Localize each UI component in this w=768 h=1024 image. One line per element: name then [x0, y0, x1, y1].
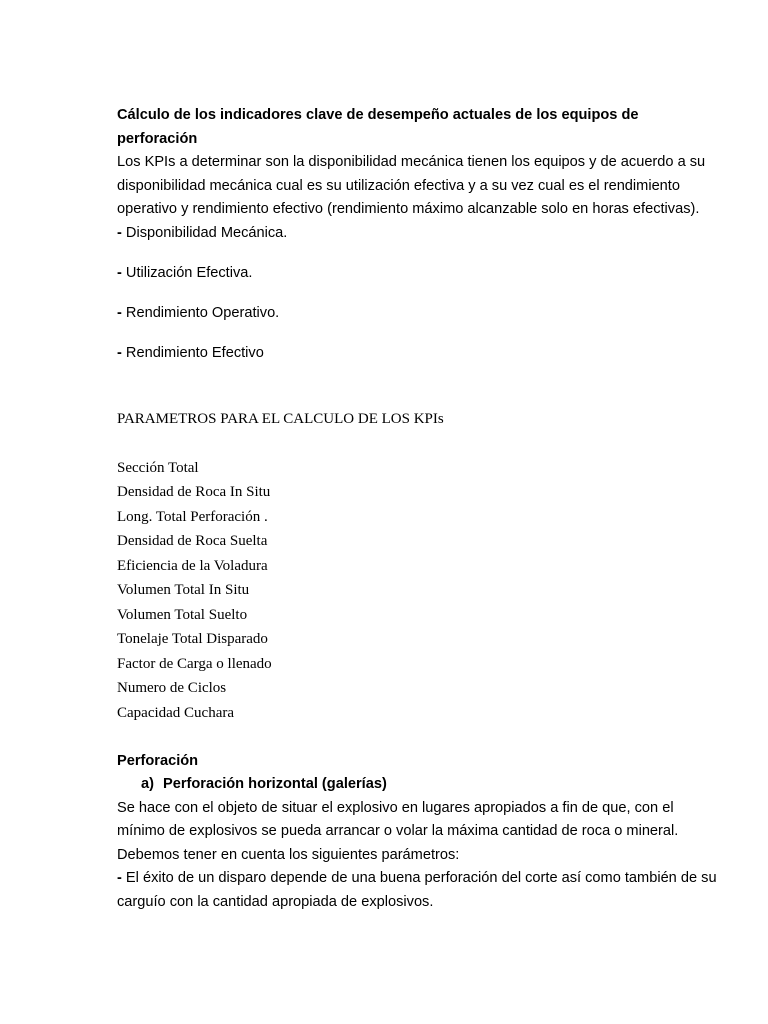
parameter-item: Densidad de Roca Suelta — [117, 533, 268, 549]
kpi-item — [117, 342, 717, 366]
parameters-section — [117, 407, 717, 725]
parameter-item: Sección Total — [117, 459, 199, 476]
kpi-label: Rendimiento Efectivo — [125, 344, 264, 361]
dash-marker: - — [117, 224, 126, 241]
parameter-item: Volumen Total In Situ — [117, 582, 250, 598]
parameter-item: Long. Total Perforación . — [117, 508, 268, 525]
kpi-label: Disponibilidad Mecánica. — [125, 224, 288, 241]
kpi-item — [117, 262, 717, 286]
subheading-label: Perforación horizontal (galerías) — [163, 776, 387, 792]
kpi-label: Rendimiento Operativo. — [125, 304, 280, 321]
intro-section — [117, 104, 717, 365]
parameters-list — [117, 456, 717, 726]
intro-paragraph: Los KPIs a determinar son la disponibilidad mecánica tienen los equipos y de acuerdo a su disponibilidad mecánica cual es su utilización efectiva y a su vez cual es el rendimiento operativo y rendimiento efectivo (rendimiento máximo alcanzable solo en horas efectivas). — [117, 154, 706, 217]
dash-marker: - — [117, 870, 126, 886]
document-page — [117, 104, 717, 914]
parameter-item: Eficiencia de la Voladura — [117, 557, 268, 574]
dash-marker: - — [117, 304, 126, 321]
perforacion-section — [117, 750, 717, 915]
parameter-item: Numero de Ciclos — [117, 680, 227, 696]
parameter-item: Capacidad Cuchara — [117, 704, 235, 721]
dash-marker: - — [117, 264, 126, 281]
perforacion-paragraph: Se hace con el objeto de situar el explosivo en lugares apropiados a fin de que, con el mínimo de explosivos se pueda arrancar o volar la máxima cantidad de roca o mineral. Debemos tener en cuenta los siguientes parámetros: — [117, 799, 679, 863]
parameter-item: Tonelaje Total Disparado — [117, 631, 268, 647]
intro-heading: Cálculo de los indicadores clave de desempeño actuales de los equipos de perforación — [117, 107, 639, 147]
perforacion-heading: Perforación — [117, 752, 199, 769]
parameter-item: Factor de Carga o llenado — [117, 655, 272, 672]
parameter-item: Densidad de Roca In Situ — [117, 484, 271, 500]
kpi-label: Utilización Efectiva. — [125, 264, 253, 281]
perforacion-bullet — [117, 867, 717, 914]
bullet-text: El éxito de un disparo depende de una buena perforación del corte así como también de su carguío con la cantidad apropiada de explosivos. — [117, 870, 717, 910]
dash-marker: - — [117, 344, 126, 361]
parameters-heading: PARAMETROS PARA EL CALCULO DE LOS KPIs — [117, 411, 444, 427]
kpi-item — [117, 302, 717, 326]
list-marker: a) — [141, 776, 154, 792]
parameter-item: Volumen Total Suelto — [117, 606, 248, 623]
perforacion-subheading — [117, 773, 717, 797]
kpi-item — [117, 222, 717, 246]
